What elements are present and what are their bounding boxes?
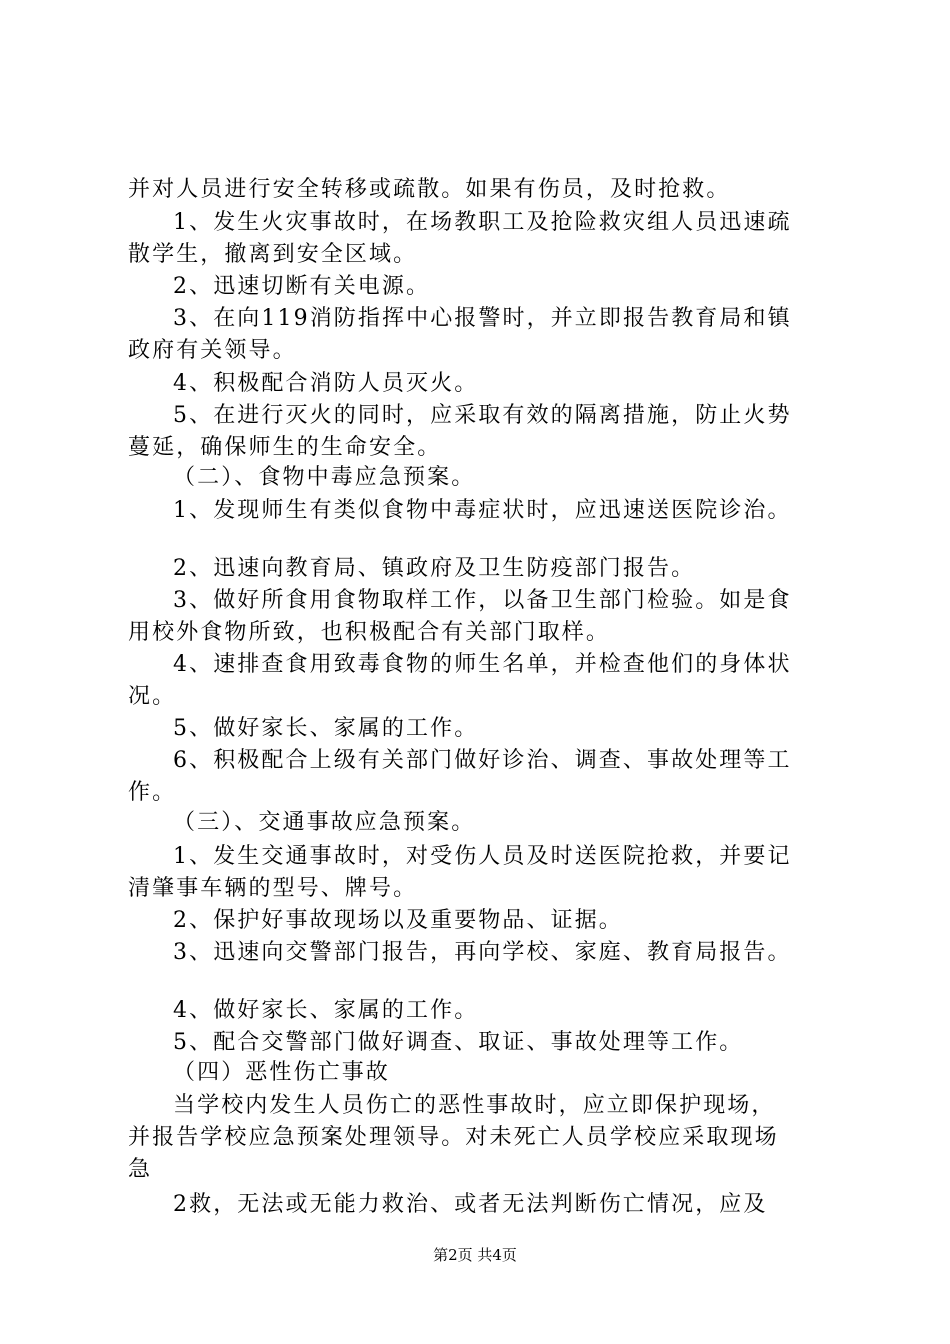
text-line: 5、在进行灭火的同时，应采取有效的隔离措施，防止火势: [173, 403, 792, 428]
section-heading: （二）、食物中毒应急预案。: [173, 465, 476, 490]
text-line: 3、做好所食用食物取样工作，以备卫生部门检验。如是食: [173, 588, 792, 613]
text-line: 1、发现师生有类似食物中毒症状时，应迅速送医院诊治。: [173, 498, 792, 523]
text-line: 2、保护好事故现场以及重要物品、证据。: [173, 908, 623, 933]
text-line: 蔓延，确保师生的生命安全。: [128, 435, 442, 460]
text-line: 4、速排查食用致毒食物的师生名单，并检查他们的身体状: [173, 652, 792, 677]
text-line: 并对人员进行安全转移或疏散。如果有伤员，及时抢救。: [128, 177, 731, 202]
text-line: 2救，无法或无能力救治、或者无法判断伤亡情况，应及: [173, 1192, 768, 1217]
text-line: 1、发生火灾事故时，在场教职工及抢险救灾组人员迅速疏: [173, 210, 792, 235]
text-line: 急: [128, 1157, 153, 1182]
text-line: 散学生，撤离到安全区域。: [128, 242, 418, 267]
text-line: 2、迅速切断有关电源。: [173, 274, 431, 299]
text-line: 5、配合交警部门做好调查、取证、事故处理等工作。: [173, 1030, 744, 1055]
text-line: 4、做好家长、家属的工作。: [173, 998, 479, 1023]
text-line: 清肇事车辆的型号、牌号。: [128, 876, 418, 901]
text-line: 2、迅速向教育局、镇政府及卫生防疫部门报告。: [173, 556, 696, 581]
text-line: 作。: [128, 780, 177, 805]
text-line: 3、在向119消防指挥中心报警时，并立即报告教育局和镇: [173, 306, 792, 331]
text-line: 5、做好家长、家属的工作。: [173, 716, 479, 741]
text-line: 况。: [128, 684, 177, 709]
text-line: 政府有关领导。: [128, 338, 297, 363]
text-line: 用校外食物所致，也积极配合有关部门取样。: [128, 620, 611, 645]
text-line: 当学校内发生人员伤亡的恶性事故时，应立即保护现场，: [173, 1093, 776, 1118]
text-line: 3、迅速向交警部门报告，再向学校、家庭、教育局报告。: [173, 940, 792, 965]
text-line: 1、发生交通事故时，对受伤人员及时送医院抢救，并要记: [173, 844, 792, 869]
section-heading: （四）恶性伤亡事故: [173, 1060, 390, 1085]
text-line: 并报告学校应急预案处理领导。对未死亡人员学校应采取现场: [128, 1125, 779, 1150]
page-number-footer: 第2页 共4页: [433, 1246, 517, 1264]
section-heading: （三）、交通事故应急预案。: [173, 810, 476, 835]
text-line: 4、积极配合消防人员灭火。: [173, 371, 479, 396]
text-line: 6、积极配合上级有关部门做好诊治、调查、事故处理等工: [173, 748, 792, 773]
